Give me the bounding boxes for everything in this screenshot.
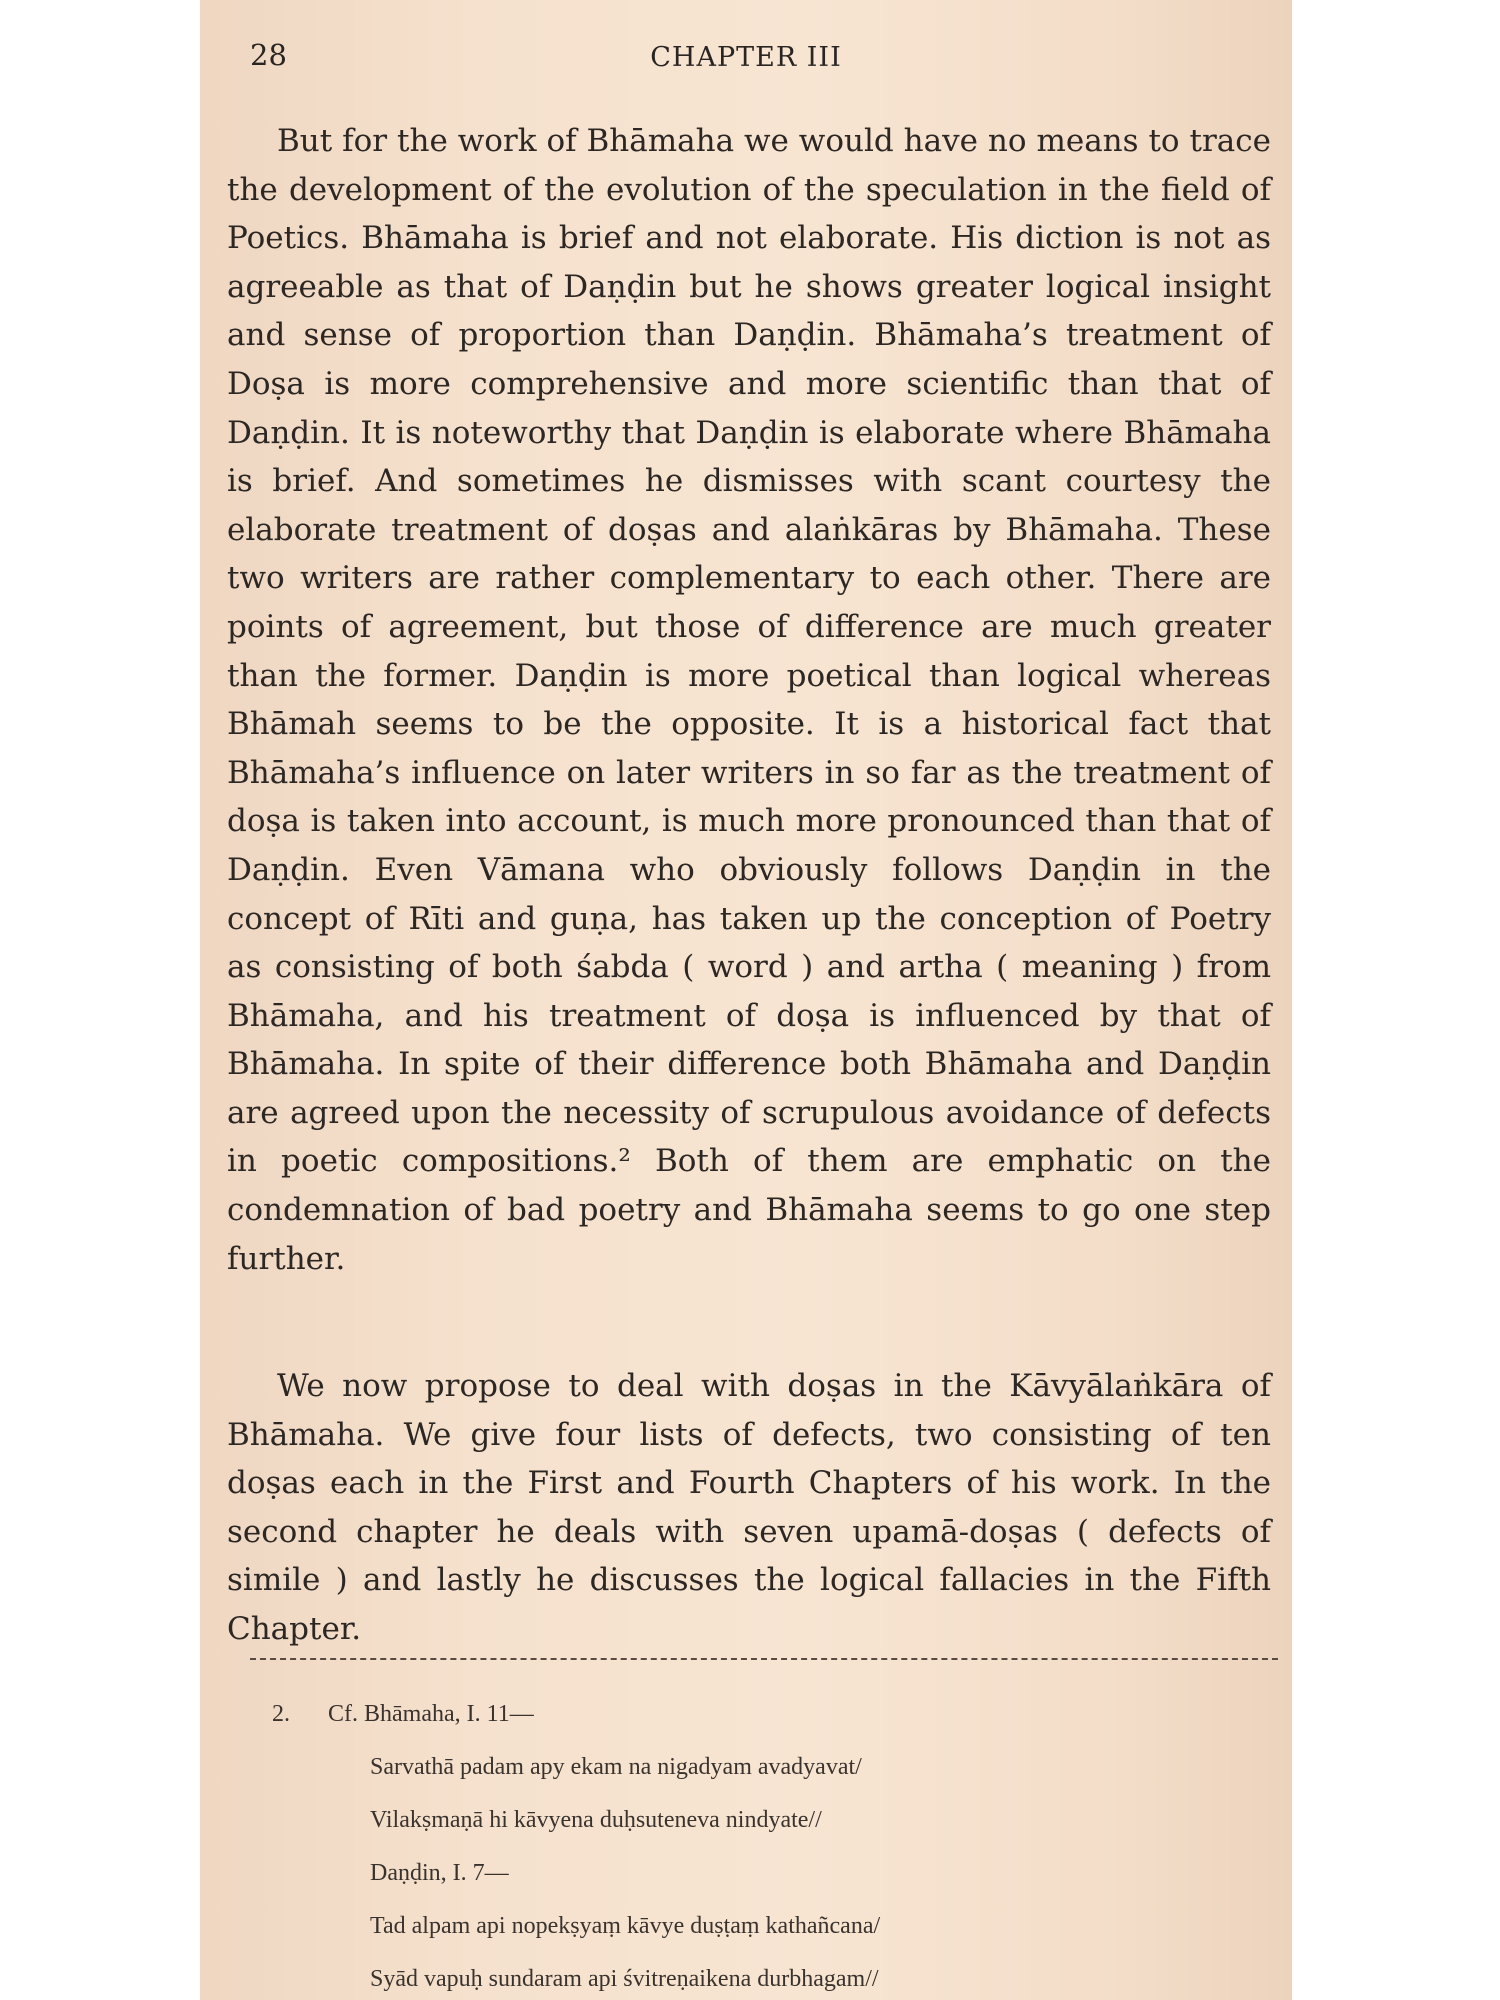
footnote-source: Cf. Bhāmaha, I. 11—: [328, 1701, 534, 1727]
footnote-number: 2.: [272, 1701, 290, 1727]
verse-line: Vilakṣmaṇā hi kāvyena duḥsuteneva nindyate//: [370, 1807, 822, 1833]
paragraph-text: But for the work of Bhāmaha we would have no means to trace the development of the evolution of the speculation in the field of Poetics. Bhāmaha is brief and not elaborate. His diction is not as agreeable as that of Daṇḍin but he shows greater logical insight and sense of proportion than Daṇḍin. Bhāmaha’s treatment of Doṣa is more comprehensive and more scientific than that of Daṇḍin. It is noteworthy that Daṇḍin is elaborate where Bhāmaha is brief. And sometimes he dismisses with scant courtesy the elaborate treatment of doṣas and alaṅkāras by Bhāmaha. These two writers are rather complementary to each other. There are points of agreement, but those of difference are much greater than the former. Daṇḍin is more poetical than logical whereas Bhāmah seems to be the opposite. It is a historical fact that Bhāmaha’s influence on later writers in so far as the treatment of doṣa is taken into account, is much more pronounced than that of Daṇḍin. Even Vāmana who obviously follows Daṇḍin in the concept of Rīti and guṇa, has taken up the conception of Poetry as consisting of both śabda ( word ) and artha ( meaning ) from Bhāmaha, and his treatment of doṣa is influenced by that of Bhāmaha. In spite of their difference both Bhāmaha and Daṇḍin are agreed upon the necessity of scrupulous avoidance of defects in poetic compositions.² Both of them are emphatic on the condemnation of bad poetry and Bhāmaha seems to go one step further.: [227, 123, 1271, 1277]
footnotes: [272, 1688, 1272, 2000]
verse-line: Syād vapuḥ sundaram api śvitreṇaikena durbhagam//: [370, 1966, 879, 1992]
verse-line: Sarvathā padam apy ekam na nigadyam avadyavat/: [370, 1754, 862, 1780]
footnote-divider: [250, 1658, 1278, 1660]
page-number: 28: [250, 38, 287, 72]
paragraph-text: We now propose to deal with doṣas in the Kāvyālaṅkāra of Bhāmaha. We give four lists of defects, two consisting of ten doṣas each in the First and Fourth Chapters of his work. In the second chapter he deals with seven upamā-doṣas ( defects of simile ) and lastly he discusses the logical fallacies in the Fifth Chapter.: [227, 1368, 1271, 1647]
footnote-reference: [272, 1688, 1272, 1741]
paragraph-2: [227, 1362, 1271, 1654]
running-head: CHAPTER III: [650, 42, 842, 73]
footnote-source: Daṇḍin, I. 7—: [370, 1860, 509, 1886]
paragraph-1: [227, 117, 1271, 1283]
verse-line: Tad alpam api nopekṣyaṃ kāvye duṣṭaṃ kathañcana/: [370, 1913, 881, 1939]
book-page: [200, 0, 1292, 2000]
